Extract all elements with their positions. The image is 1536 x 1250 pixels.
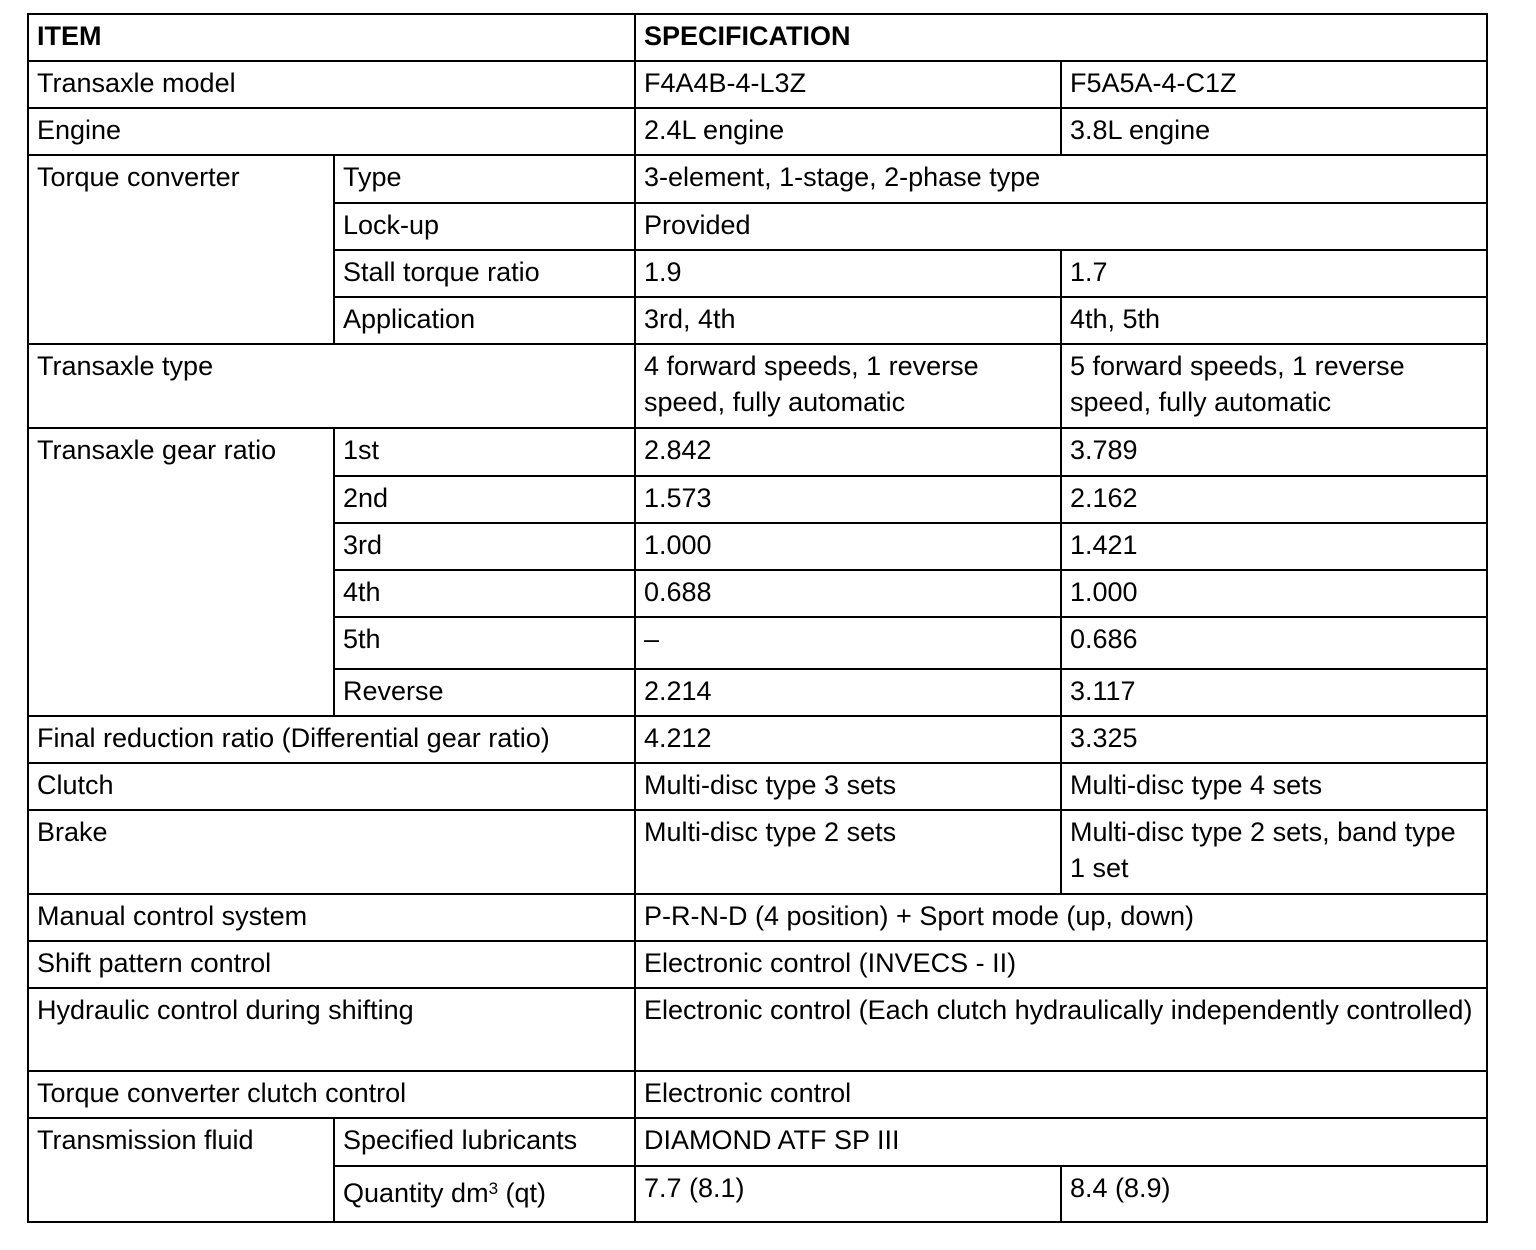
value-cell-b: 5 forward speeds, 1 reverse speed, fully automatic	[1061, 344, 1487, 428]
quantity-unit: (qt)	[498, 1178, 547, 1208]
value-cell-a: 0.688	[635, 570, 1061, 617]
row-label: Manual control system	[28, 894, 635, 941]
group-label: Transmission fluid	[28, 1118, 334, 1222]
value-cell-b: 4th, 5th	[1061, 297, 1487, 344]
value-cell: P-R-N-D (4 position) + Sport mode (up, down)	[635, 894, 1487, 941]
header-row	[28, 14, 1487, 61]
value-cell-a: 4.212	[635, 716, 1061, 763]
row-label: Torque converter clutch control	[28, 1071, 635, 1118]
value-cell-b: F5A5A-4-C1Z	[1061, 61, 1487, 108]
sub-label: Specified lubricants	[334, 1118, 635, 1166]
value-cell-b: 1.7	[1061, 250, 1487, 297]
table-row	[28, 810, 1487, 894]
sub-label: 4th	[334, 570, 635, 617]
row-label: Engine	[28, 108, 635, 155]
value-cell-a: Multi-disc type 2 sets	[635, 810, 1061, 894]
specification-table	[27, 13, 1488, 1223]
value-cell-a: 7.7 (8.1)	[635, 1166, 1061, 1222]
item-header: ITEM	[28, 14, 635, 61]
group-label: Transaxle gear ratio	[28, 428, 334, 716]
value-cell-b: 8.4 (8.9)	[1061, 1166, 1487, 1222]
table-row	[28, 716, 1487, 763]
sub-label: 1st	[334, 428, 635, 476]
value-cell-b: Multi-disc type 2 sets, band type 1 set	[1061, 810, 1487, 894]
quantity-label: Quantity dm	[343, 1178, 489, 1208]
specification-header: SPECIFICATION	[635, 14, 1487, 61]
table-row	[28, 988, 1487, 1071]
value-cell: Provided	[635, 203, 1487, 250]
quantity-exponent: 3	[488, 1179, 499, 1198]
value-cell: Electronic control (Each clutch hydraulically independently controlled)	[635, 988, 1487, 1071]
table-row	[28, 894, 1487, 941]
sub-label: Type	[334, 155, 635, 203]
table-row	[28, 1071, 1487, 1118]
value-cell-a: 1.000	[635, 523, 1061, 570]
table-row	[28, 941, 1487, 988]
value-cell-b: Multi-disc type 4 sets	[1061, 763, 1487, 810]
value-cell-a: 2.842	[635, 428, 1061, 476]
value-cell-b: 3.325	[1061, 716, 1487, 763]
sub-label: Reverse	[334, 669, 635, 716]
table-row	[28, 763, 1487, 810]
sub-label: 3rd	[334, 523, 635, 570]
value-cell-b: 1.421	[1061, 523, 1487, 570]
row-label: Clutch	[28, 763, 635, 810]
table-row	[28, 61, 1487, 108]
table-row	[28, 155, 1487, 203]
value-cell-a: –	[635, 617, 1061, 669]
table-row	[28, 108, 1487, 155]
value-cell-a: 2.4L engine	[635, 108, 1061, 155]
row-label: Transaxle type	[28, 344, 635, 428]
value-cell-a: 4 forward speeds, 1 reverse speed, fully automatic	[635, 344, 1061, 428]
value-cell-a: 1.573	[635, 476, 1061, 523]
value-cell: Electronic control	[635, 1071, 1487, 1118]
value-cell-b: 1.000	[1061, 570, 1487, 617]
value-cell-b: 0.686	[1061, 617, 1487, 669]
table-row	[28, 1118, 1487, 1166]
row-label: Hydraulic control during shifting	[28, 988, 635, 1071]
value-cell: DIAMOND ATF SP III	[635, 1118, 1487, 1166]
value-cell-b: 3.789	[1061, 428, 1487, 476]
value-cell: 3-element, 1-stage, 2-phase type	[635, 155, 1487, 203]
table-row	[28, 344, 1487, 428]
sub-label: Lock-up	[334, 203, 635, 250]
row-label: Transaxle model	[28, 61, 635, 108]
value-cell: Electronic control (INVECS - II)	[635, 941, 1487, 988]
value-cell-a: 3rd, 4th	[635, 297, 1061, 344]
value-cell-a: 2.214	[635, 669, 1061, 716]
value-cell-b: 2.162	[1061, 476, 1487, 523]
value-cell-a: F4A4B-4-L3Z	[635, 61, 1061, 108]
sub-label: 5th	[334, 617, 635, 669]
sub-label: 2nd	[334, 476, 635, 523]
row-label: Shift pattern control	[28, 941, 635, 988]
row-label: Brake	[28, 810, 635, 894]
sub-label: Application	[334, 297, 635, 344]
value-cell-a: 1.9	[635, 250, 1061, 297]
group-label: Torque converter	[28, 155, 334, 344]
value-cell-b: 3.117	[1061, 669, 1487, 716]
value-cell-b: 3.8L engine	[1061, 108, 1487, 155]
value-cell-a: Multi-disc type 3 sets	[635, 763, 1061, 810]
sub-label: Stall torque ratio	[334, 250, 635, 297]
row-label: Final reduction ratio (Differential gear ratio)	[28, 716, 635, 763]
sub-label-quantity	[334, 1166, 635, 1222]
table-row	[28, 428, 1487, 476]
